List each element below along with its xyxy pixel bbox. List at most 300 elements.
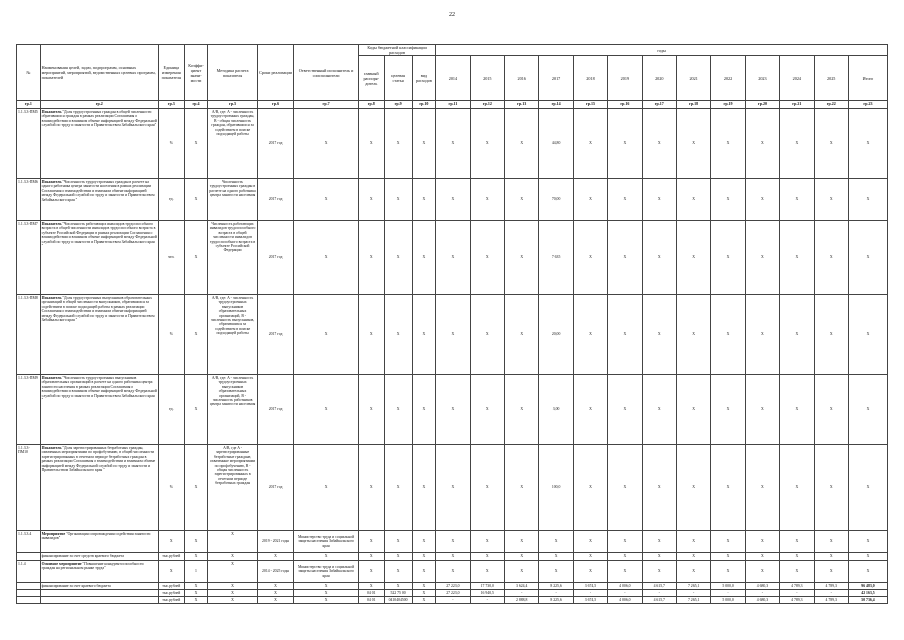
row-year-value: X (436, 221, 470, 295)
row-unit: % (158, 445, 184, 531)
year-header: 2015 (470, 56, 504, 101)
row-year-value: X (436, 375, 470, 445)
header-num: № (17, 45, 41, 101)
row-year-value: X (608, 375, 642, 445)
row-name-text: "Доля трудоустроенных граждан в общей численности обратившихся граждан в рамках реализации Соглашения о взаимодействии и взаимном обмене информацией между Федеральной службой по труду и занятости и Правительством Забайкальского края" (41, 110, 157, 128)
row-year-value: X (711, 221, 745, 295)
row-label: Показатель (41, 222, 62, 226)
row-resp: Министерство труда и социальной защиты населения Забайкальского края (294, 531, 359, 553)
row-resp: X (294, 109, 359, 179)
year-header-total: Итого (848, 56, 887, 101)
row-total: X (848, 109, 887, 179)
row-year-value: X (745, 375, 779, 445)
row-coef: X (184, 553, 208, 561)
row-coef: X (184, 445, 208, 531)
row-year-value: X (539, 553, 573, 561)
row-code-main: X (358, 583, 384, 590)
row-year-value: - (642, 590, 676, 597)
row-total: 42 163,5 (848, 590, 887, 597)
row-number: 1.1.3.3-ПМ5 (17, 109, 41, 179)
row-year-value: X (745, 531, 779, 553)
row-resp: X (294, 445, 359, 531)
row-year-value: X (711, 553, 745, 561)
financing-row (17, 553, 888, 561)
row-name (40, 583, 158, 590)
row-method: X (208, 531, 257, 553)
row-year-value: 4 006,0 (608, 583, 642, 590)
column-number-cell: гр.19 (711, 101, 745, 109)
row-unit: тыс.рублей (158, 553, 184, 561)
row-name-text: "Численность работающих инвалидов трудоспособного возраста в общей численности инвалидов трудоспособного возраста в субъекте Российской Федерации в рамках реализации Соглашения о взаимодействии и взаимном обмене информацией между Федеральной службой по труду и занятости и Правительством Забайкальского края " (41, 222, 157, 249)
row-unit: тыс.рублей (158, 583, 184, 590)
column-number-cell: гр.20 (745, 101, 779, 109)
row-total: X (848, 179, 887, 221)
row-number (17, 597, 41, 604)
row-label: Показатель (41, 446, 62, 450)
row-code-article: X (384, 531, 412, 553)
row-year-value: X (711, 445, 745, 531)
row-total: X (848, 553, 887, 561)
row-year-value: X (573, 109, 607, 179)
row-year-value: X (676, 295, 710, 375)
row-total: 96 483,0 (848, 583, 887, 590)
row-code-type: X (412, 561, 436, 583)
row-year-value: X (608, 445, 642, 531)
column-number-cell: гр.14 (539, 101, 573, 109)
header-codes: Коды бюджетной классификации расходов (358, 45, 435, 56)
row-year-value: X (436, 295, 470, 375)
row-code-article: X (384, 583, 412, 590)
row-year-value: 5 000,0 (711, 583, 745, 590)
row-method: Численность работающих инвалидов трудоспособного возраста в общей численности инвалидов трудоспособного возраста в субъекте Российской Федерации (208, 221, 257, 295)
row-year-value: X (814, 221, 848, 295)
row-year-value: X (676, 221, 710, 295)
row-year-value: 4 789,3 (814, 583, 848, 590)
row-term: X (257, 553, 294, 561)
financing-row (17, 583, 888, 590)
row-number (17, 553, 41, 561)
indicator-row (17, 375, 888, 445)
column-number-cell: гр.2 (40, 101, 158, 109)
column-number-cell: гр.1 (17, 101, 41, 109)
column-number-cell: гр.8 (358, 101, 384, 109)
row-year-value: X (711, 561, 745, 583)
row-coef: X (184, 109, 208, 179)
row-method: X (208, 590, 257, 597)
row-term: 2017 год (257, 221, 294, 295)
row-name (40, 590, 158, 597)
row-unit: ед. (158, 179, 184, 221)
row-year-value: X (745, 179, 779, 221)
column-number-cell: гр.3 (158, 101, 184, 109)
header-name: Наименования целей, задач, подпрограмм, основных мероприятий, мероприятий, ведомственных целевых программ, показателей (40, 45, 158, 101)
row-year-value: X (573, 531, 607, 553)
year-header: 2017 (539, 56, 573, 101)
row-name (40, 597, 158, 604)
column-number-row (17, 101, 888, 109)
row-name (40, 221, 158, 295)
row-unit: % (158, 109, 184, 179)
financing-row (17, 590, 888, 597)
header-method: Методика расчета показателя (208, 45, 257, 101)
row-code-type: X (412, 221, 436, 295)
row-year-value: X (814, 445, 848, 531)
row-year-value: 44,80 (539, 109, 573, 179)
row-term: 2017 год (257, 109, 294, 179)
year-header: 2022 (711, 56, 745, 101)
row-year-value: - (573, 590, 607, 597)
row-year-value: X (711, 531, 745, 553)
row-year-value: X (470, 445, 504, 531)
row-name (40, 531, 158, 553)
row-year-value: X (780, 221, 814, 295)
row-name-text: "Численность трудоустроенных выпускников образовательных организаций в расчете на одного работника центра занятости населения в рамках реализации Соглашения о взаимодействии и взаимном обмене информацией между Федеральной службой по труду и занятости и Правительством Забайкальского края " (41, 376, 157, 403)
row-year-value: X (814, 109, 848, 179)
row-code-article: X (384, 295, 412, 375)
row-year-value: 7 635 (539, 221, 573, 295)
row-method: X (208, 597, 257, 604)
row-code-article: X (384, 553, 412, 561)
row-label: Показатель (41, 110, 62, 114)
row-year-value: - (780, 590, 814, 597)
row-year-value: 27 223,0 (436, 590, 470, 597)
column-number-cell: гр.23 (848, 101, 887, 109)
row-term: 2014 - 2025 годы (257, 561, 294, 583)
row-year-value: X (780, 553, 814, 561)
row-number: 1.1.3.3-ПМ10 (17, 445, 41, 531)
header-coef: Коэффи-циент значи-мости (184, 45, 208, 101)
row-code-type: X (412, 295, 436, 375)
row-code-main: X (358, 295, 384, 375)
row-year-value: X (436, 109, 470, 179)
row-year-value: X (642, 179, 676, 221)
row-year-value: 3 624,4 (505, 583, 539, 590)
row-name (40, 295, 158, 375)
row-year-value: X (814, 375, 848, 445)
row-year-value: 100,0 (539, 445, 573, 531)
row-name-text: финансирование за счет средств краевого бюджета (41, 554, 124, 558)
row-year-value: X (608, 553, 642, 561)
row-name-text: "Доля трудоустроенных выпускников образовательных организаций в общей численности выпускников, обратившихся за содействием в поиске подходящей работы в рамках реализации Соглашения о взаимодействии и взаимном обмене информацией между Федеральной службой по труду и занятости и Правительством Забайкальского края " (41, 296, 155, 323)
row-year-value: X (814, 179, 848, 221)
row-code-type: X (412, 531, 436, 553)
row-total: X (848, 221, 887, 295)
row-resp: X (294, 221, 359, 295)
row-year-value: X (608, 531, 642, 553)
row-name (40, 109, 158, 179)
row-name (40, 561, 158, 583)
row-year-value: X (676, 445, 710, 531)
row-year-value: - (814, 590, 848, 597)
row-coef: X (184, 179, 208, 221)
row-code-article: X (384, 179, 412, 221)
row-resp: X (294, 553, 359, 561)
row-year-value: X (608, 109, 642, 179)
row-code-article: X (384, 445, 412, 531)
row-year-value: X (780, 295, 814, 375)
row-year-value: X (470, 531, 504, 553)
row-coef: X (184, 375, 208, 445)
column-number-cell: гр.21 (780, 101, 814, 109)
column-number-cell: гр.16 (608, 101, 642, 109)
row-unit: тыс.рублей (158, 590, 184, 597)
row-resp: X (294, 295, 359, 375)
row-year-value: X (505, 375, 539, 445)
row-code-type: X (412, 109, 436, 179)
row-total: X (848, 561, 887, 583)
row-year-value: X (470, 375, 504, 445)
row-year-value: X (642, 531, 676, 553)
row-year-value: X (436, 445, 470, 531)
year-header: 2016 (505, 56, 539, 101)
row-year-value: X (780, 561, 814, 583)
row-year-value: - (608, 590, 642, 597)
row-year-value: X (608, 221, 642, 295)
row-year-value: X (608, 295, 642, 375)
row-year-value: X (573, 221, 607, 295)
row-method: X (208, 553, 257, 561)
row-year-value: 4 680,3 (745, 597, 779, 604)
row-year-value: X (745, 109, 779, 179)
row-year-value: - (470, 597, 504, 604)
row-code-main: X (358, 531, 384, 553)
row-unit: тыс.рублей (158, 597, 184, 604)
row-year-value: 8 225,6 (539, 583, 573, 590)
row-year-value: - (539, 590, 573, 597)
year-header: 2020 (642, 56, 676, 101)
row-year-value: X (745, 221, 779, 295)
row-year-value: X (642, 553, 676, 561)
row-label: Показатель (41, 376, 62, 380)
row-method: X (208, 583, 257, 590)
column-number-cell: гр.6 (257, 101, 294, 109)
header-resp: Ответственный исполнитель и соисполнители (294, 45, 359, 101)
row-code-main: X (358, 445, 384, 531)
row-year-value: X (814, 561, 848, 583)
row-label: Показатель (41, 180, 62, 184)
row-label: Основное мероприятие (41, 562, 82, 566)
header-years: годы (436, 45, 888, 56)
row-year-value: 20,00 (539, 295, 573, 375)
row-year-value: X (814, 531, 848, 553)
column-number-cell: гр.12 (470, 101, 504, 109)
year-header: 2024 (780, 56, 814, 101)
row-year-value: X (642, 295, 676, 375)
row-year-value: 5 000,0 (711, 597, 745, 604)
row-term: X (257, 590, 294, 597)
row-number: 1.1.3.3-ПМ6 (17, 179, 41, 221)
column-number-cell: гр.4 (184, 101, 208, 109)
row-number: 1.1.3.3.4 (17, 531, 41, 553)
row-year-value: X (505, 109, 539, 179)
row-year-value: X (780, 445, 814, 531)
row-year-value: X (711, 179, 745, 221)
indicator-row (17, 445, 888, 531)
row-term: 2017 год (257, 375, 294, 445)
row-year-value: X (505, 295, 539, 375)
row-year-value: X (573, 295, 607, 375)
year-header: 2019 (608, 56, 642, 101)
row-year-value: 4 615,7 (642, 597, 676, 604)
row-method: Численность трудоустроенных граждан в расчете на одного работника центра занятости населения (208, 179, 257, 221)
row-year-value: X (505, 531, 539, 553)
row-year-value: X (505, 553, 539, 561)
row-year-value: X (780, 531, 814, 553)
row-code-main: X (358, 221, 384, 295)
row-year-value: - (676, 590, 710, 597)
row-resp: Министерство труда и социальной защиты населения Забайкальского края (294, 561, 359, 583)
row-year-value: X (711, 295, 745, 375)
row-label: Показатель (41, 296, 62, 300)
row-name-text: финансирование за счет краевого бюджета (41, 584, 111, 588)
row-code-type: X (412, 375, 436, 445)
row-year-value: X (470, 553, 504, 561)
row-unit: чел. (158, 221, 184, 295)
column-number-cell: гр.13 (505, 101, 539, 109)
row-year-value: X (676, 561, 710, 583)
row-code-main: X (358, 561, 384, 583)
row-number (17, 590, 41, 597)
row-number: 1.1.4 (17, 561, 41, 583)
row-year-value: X (642, 109, 676, 179)
row-name (40, 445, 158, 531)
row-unit: ед. (158, 375, 184, 445)
row-code-main: X (358, 179, 384, 221)
row-year-value: 7 265,1 (676, 597, 710, 604)
row-year-value: X (436, 553, 470, 561)
row-unit: X (158, 531, 184, 553)
row-year-value: X (436, 179, 470, 221)
year-header: 2014 (436, 56, 470, 101)
row-year-value: - (436, 597, 470, 604)
row-name-text: "Доля зарегистрированных безработных граждан, охваченных мероприятиями по профобучению, в общей численности зарегистрированных в отчетном периоде безработных граждан в рамках реализации Соглашения о взаимодействии и взаимном обмене информацией между Федеральной службой по труду и занятости и Правительством Забайкальского края " (41, 446, 156, 473)
row-name-text: "Повышение конкурентоспособности граждан на региональном рынке труда" (41, 562, 144, 571)
row-number (17, 583, 41, 590)
row-name (40, 179, 158, 221)
row-year-value: 8 225,6 (539, 597, 573, 604)
row-year-value: X (608, 561, 642, 583)
year-header: 2025 (814, 56, 848, 101)
row-year-value: X (642, 221, 676, 295)
row-unit: % (158, 295, 184, 375)
row-code-type: X (412, 179, 436, 221)
row-year-value: X (642, 445, 676, 531)
row-year-value: X (745, 553, 779, 561)
row-year-value: X (505, 561, 539, 583)
row-coef: X (184, 221, 208, 295)
row-year-value: 4 615,7 (642, 583, 676, 590)
row-year-value: 4 789,3 (780, 597, 814, 604)
row-year-value: X (470, 561, 504, 583)
header-code-type: вид расходов (412, 56, 436, 101)
row-year-value: X (505, 179, 539, 221)
row-resp: X (294, 375, 359, 445)
row-total: X (848, 295, 887, 375)
row-year-value: 17 730,0 (470, 583, 504, 590)
row-code-article: X (384, 221, 412, 295)
row-code-main: X (358, 553, 384, 561)
row-label: Мероприятие (41, 532, 66, 536)
column-number-cell: гр.5 (208, 101, 257, 109)
indicator-row (17, 221, 888, 295)
row-year-value: 4 006,0 (608, 597, 642, 604)
row-number: 1.1.3.3-ПМ8 (17, 295, 41, 375)
row-coef: X (184, 531, 208, 553)
row-term: X (257, 583, 294, 590)
row-term: X (257, 597, 294, 604)
row-year-value: X (676, 531, 710, 553)
row-name (40, 553, 158, 561)
page-number: 22 (449, 12, 455, 18)
row-year-value: X (745, 561, 779, 583)
row-year-value: 4 789,3 (780, 583, 814, 590)
column-number-cell: гр.17 (642, 101, 676, 109)
row-code-main: X (358, 109, 384, 179)
row-year-value: X (642, 561, 676, 583)
column-number-cell: гр.15 (573, 101, 607, 109)
row-year-value: X (436, 531, 470, 553)
row-year-value: X (642, 375, 676, 445)
financing-row (17, 597, 888, 604)
row-year-value: X (470, 295, 504, 375)
header-term: Сроки реализации (257, 45, 294, 101)
header-code-article: целевая статья (384, 56, 412, 101)
row-year-value: - (745, 590, 779, 597)
row-code-type: X (412, 583, 436, 590)
row-year-value: 3 674,5 (573, 597, 607, 604)
row-coef: X (184, 583, 208, 590)
row-method: X (208, 561, 257, 583)
row-method: A/B, где: A - численность трудоустроенных выпускников образовательных организаций, B - численность выпускников, обратившихся за содействием в поиске подходящей работы (208, 295, 257, 375)
row-year-value: X (676, 109, 710, 179)
row-term: 2017 год (257, 179, 294, 221)
row-name-text: "Численность трудоустроенных граждан в расчете на одного работника центра занятости населения в рамках реализации Соглашения о взаимодействии и взаимном обмене информацией между Федеральной службой по труду и занятости и Правительством Забайкальского края " (41, 180, 155, 202)
row-year-value: X (573, 553, 607, 561)
row-year-value: 27 223,0 (436, 583, 470, 590)
row-number: 1.1.3.3-ПМ9 (17, 375, 41, 445)
row-resp: X (294, 590, 359, 597)
row-resp: X (294, 179, 359, 221)
row-total: X (848, 375, 887, 445)
row-year-value: X (539, 561, 573, 583)
row-code-article: 0410404500 (384, 597, 412, 604)
row-code-main: 04 01 (358, 590, 384, 597)
column-number-cell: гр.9 (384, 101, 412, 109)
row-year-value: - (711, 590, 745, 597)
row-coef: X (184, 597, 208, 604)
row-code-article: X (384, 375, 412, 445)
indicator-row (17, 109, 888, 179)
header-code-main: главный распоря-дитель (358, 56, 384, 101)
row-year-value: X (814, 553, 848, 561)
column-number-cell: гр.11 (436, 101, 470, 109)
row-year-value: X (676, 553, 710, 561)
row-resp: X (294, 597, 359, 604)
row-method: A/B, где: A - численность трудоустроенных граждан, B - общая численность граждан, обратившихся за содействием в поиске подходящей работы (208, 109, 257, 179)
row-year-value: - (505, 590, 539, 597)
row-method: A/B, где: A - численность трудоустроенных выпускников образовательных организаций, B - численность работников центра занятости населения (208, 375, 257, 445)
row-year-value: X (814, 295, 848, 375)
column-number-cell: гр.22 (814, 101, 848, 109)
row-code-article: X (384, 561, 412, 583)
row-year-value: X (470, 221, 504, 295)
row-year-value: X (745, 445, 779, 531)
row-year-value: X (470, 179, 504, 221)
row-year-value: X (505, 445, 539, 531)
column-number-cell: гр.18 (676, 101, 710, 109)
row-total: 50 736,4 (848, 597, 887, 604)
row-year-value: 3,00 (539, 375, 573, 445)
